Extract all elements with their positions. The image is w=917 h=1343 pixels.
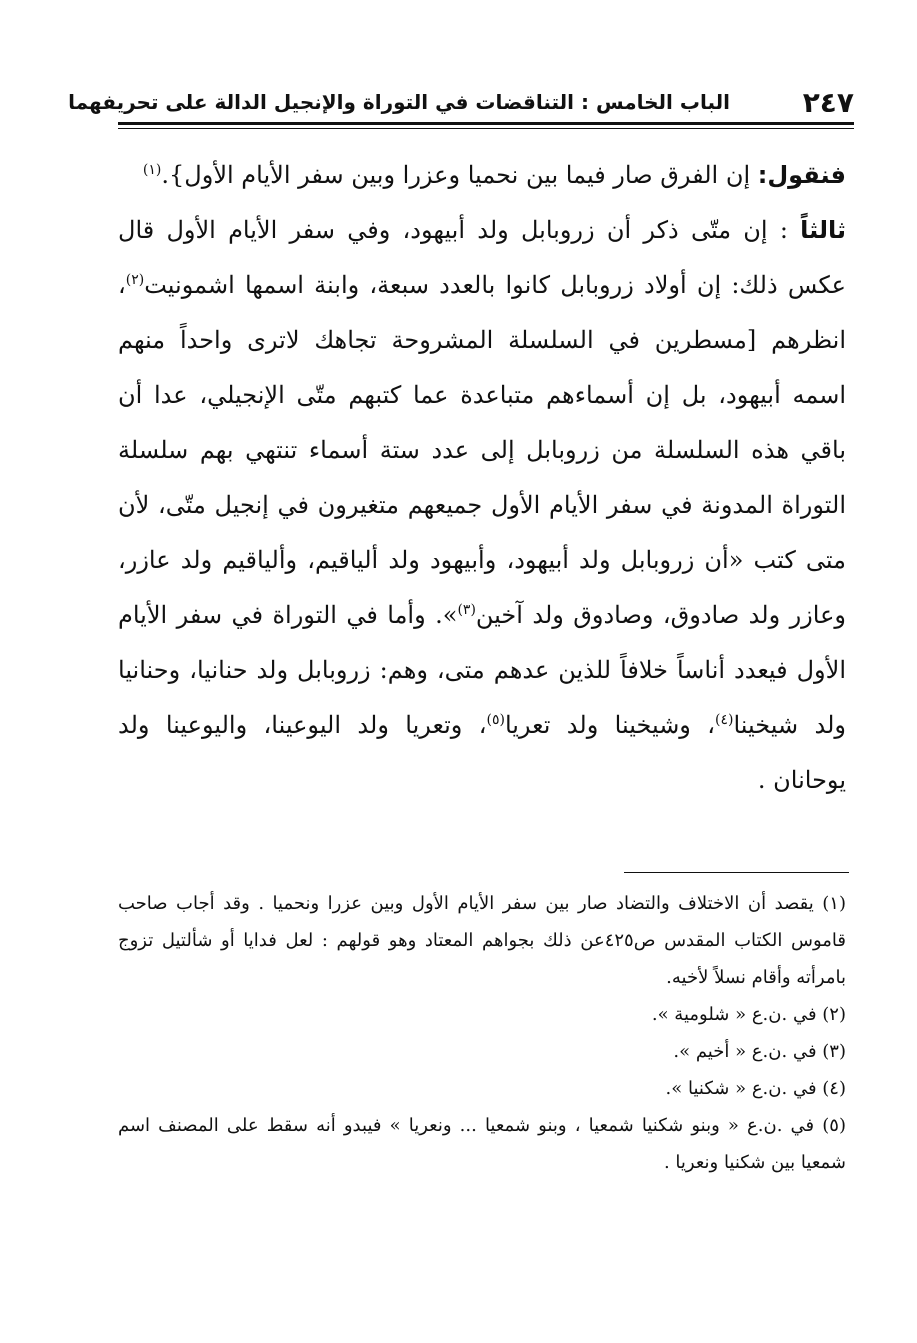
paragraph-lead: ثالثاً bbox=[800, 216, 846, 244]
footnote-5: (٥) في .ن.ع « وبنو شكنيا شمعيا ، وبنو شمعيا ... ونعريا » فيبدو أنه سقط على المصنف اسم شمعيا بين شكنيا ونعريا . bbox=[118, 1115, 846, 1173]
footnote-ref: (٢) bbox=[125, 272, 145, 288]
footnote-ref: (٣) bbox=[457, 602, 476, 618]
paragraph-text: إن الفرق صار فيما بين نحميا وعزرا وبين سفر الأيام الأول}. bbox=[161, 161, 758, 189]
running-title: الباب الخامس : التناقضات في التوراة والإنجيل الدالة على تحريفهما bbox=[68, 90, 730, 114]
paragraph-text: ، انظرهم [مسطرين في السلسلة المشروحة تجاهك لاترى واحداً منهم اسمه أبيهود، بل إن أسماءهم متباعدة عما كتبهم متّى الإنجيلي، عدا أن باقي هذه السلسلة من زروبابل إلى عدد ستة أسماء تنتهي بهم سلسلة التوراة المدونة في سفر الأيام الأول جميعهم متغيرون في إنجيل متّى، لأن متى كتب «أن زروبابل ولد أبيهود، وأبيهود ولد ألياقيم، وألياقيم ولد عازر، وعازر ولد صادوق، وصادوق ولد آخين bbox=[118, 271, 846, 629]
paragraph-text: : إن متّى ذكر أن زروبابل ولد أبيهود، وفي سفر الأيام الأول قال عكس ذلك: إن أولاد زروبابل كانوا بالعدد سبعة، وابنة اسمها اشمونيت bbox=[118, 216, 846, 299]
paragraph-text: ، وتعريا ولد اليوعينا، واليوعينا ولد يوحانان . bbox=[118, 711, 846, 794]
footnote-ref: (١) bbox=[142, 162, 162, 178]
header-rule-secondary bbox=[118, 128, 854, 129]
page-number: ٢٤٧ bbox=[802, 86, 854, 119]
paragraph-text: ، وشيخينا ولد تعريا bbox=[504, 711, 716, 739]
footnote-4: (٤) في .ن.ع « شكنيا ». bbox=[665, 1078, 846, 1099]
paragraph-1 bbox=[118, 148, 846, 203]
footnote-2: (٢) في .ن.ع « شلومية ». bbox=[651, 1004, 846, 1025]
footnote-3: (٣) في .ن.ع « أخيم ». bbox=[673, 1041, 846, 1062]
paragraph-text: ». وأما في التوراة في سفر الأيام الأول فيعدد أناساً خلافاً للذين عدهم متى، وهم: زروبابل ولد حنانيا، وحنانيا ولد شيخينا bbox=[118, 601, 847, 739]
paragraph-lead: فنقول: bbox=[757, 161, 846, 189]
header-rule bbox=[118, 122, 854, 125]
footnote-ref: (٥) bbox=[486, 712, 505, 728]
paragraph-2 bbox=[118, 203, 846, 808]
footnote-1: (١) يقصد أن الاختلاف والتضاد صار بين سفر الأيام الأول وبين عزرا ونحميا . وقد أجاب صاحب قاموس الكتاب المقدس ص٤٢٥عن ذلك بجواهم المعتاد وهو قولهم : لعل فدايا أو شألتيل تزوج بامرأته وأقام نسلاً لأخيه. bbox=[118, 893, 846, 988]
footnote-separator bbox=[624, 872, 849, 873]
footnotes bbox=[118, 885, 846, 1181]
footnote-ref: (٤) bbox=[715, 712, 734, 728]
main-text bbox=[118, 148, 846, 808]
page-header bbox=[68, 84, 854, 122]
